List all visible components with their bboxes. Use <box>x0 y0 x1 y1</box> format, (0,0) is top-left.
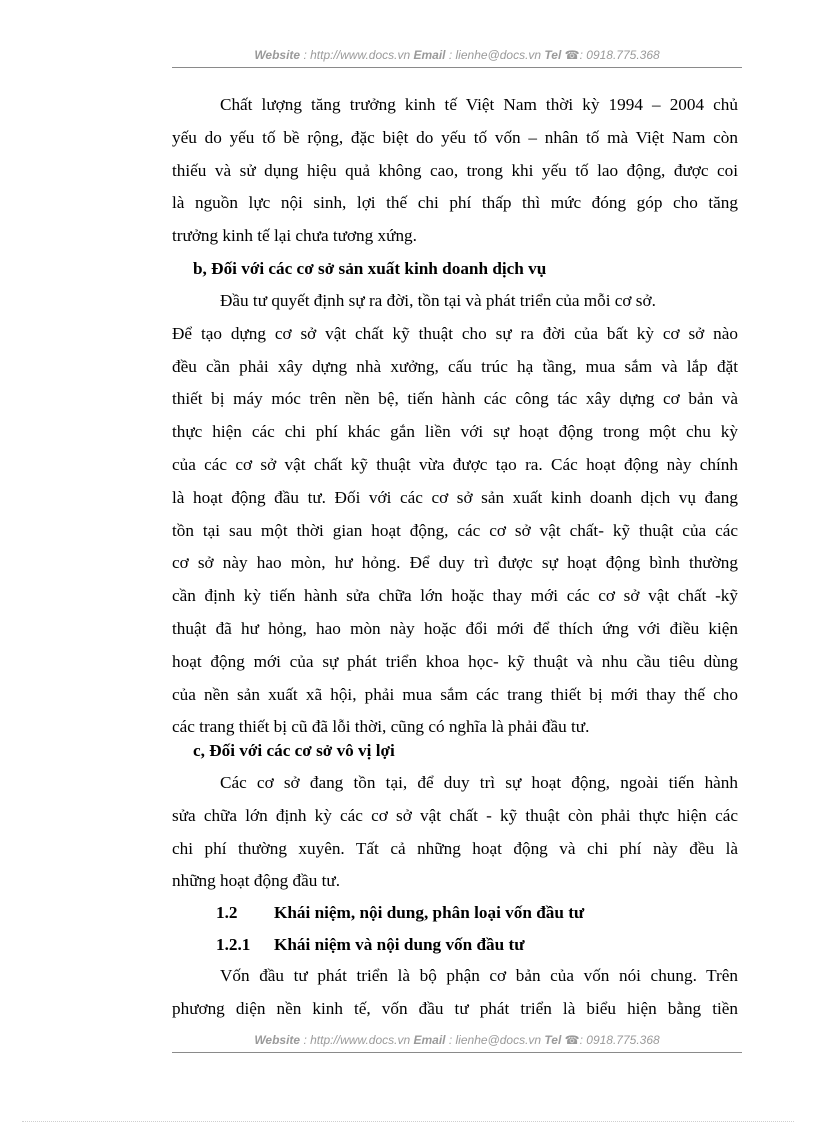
text-line: sửa chữa lớn định kỳ các cơ sở vật chất - kỹ thuật còn phải thực hiện các <box>172 805 738 825</box>
heading-b: b, Đối với các cơ sở sản xuất kinh doanh dịch vụ <box>193 259 547 278</box>
header-tel-value: ☎: 0918.775.368 <box>561 48 660 62</box>
section-number: 1.2 <box>216 903 238 922</box>
text-line: chi phí thường xuyên. Tất cả những hoạt động và chi phí này đều là <box>172 838 738 858</box>
text-line: thực hiện các chi phí khác gắn liền với sự hoạt động trong một chu kỳ <box>172 422 738 442</box>
text-line: Đầu tư quyết định sự ra đời, tồn tại và phát triển của mỗi cơ sở. <box>220 291 656 310</box>
header-tel-label: Tel <box>544 48 562 62</box>
text-line: Vốn đầu tư phát triển là bộ phận cơ bản của vốn nói chung. Trên <box>220 966 738 985</box>
heading-section-1-2 <box>216 897 584 929</box>
footer-email-link[interactable]: : lienhe@docs.vn <box>445 1033 545 1047</box>
header-email-link[interactable]: : lienhe@docs.vn <box>445 48 545 62</box>
heading-c: c, Đối với các cơ sở vô vị lợi <box>193 741 395 760</box>
page-header <box>172 46 742 68</box>
text-line: trưởng kinh tế lại chưa tương xứng. <box>172 226 417 246</box>
heading-section-1-2-1 <box>216 929 525 961</box>
section-title: Khái niệm, nội dung, phân loại vốn đầu tư <box>274 903 585 922</box>
text-line: tồn tại sau một thời gian hoạt động, các cơ sở vật chất- kỹ thuật của các <box>172 520 738 540</box>
header-website-label: Website <box>254 48 301 62</box>
footer-website-label: Website <box>254 1033 301 1047</box>
section-number: 1.2.1 <box>216 935 251 954</box>
text-line: yếu do yếu tố bề rộng, đặc biệt do yếu tố vốn – nhân tố mà Việt Nam còn <box>172 127 738 147</box>
header-email-label: Email <box>413 48 446 62</box>
text-line: Các cơ sở đang tồn tại, để duy trì sự hoạt động, ngoài tiến hành <box>220 773 738 792</box>
text-line: đều cần phải xây dựng nhà xưởng, cấu trúc hạ tầng, mua sắm và lắp đặt <box>172 356 738 376</box>
header-contact-line <box>172 48 742 62</box>
paragraph-investment-capital <box>172 960 738 1026</box>
footer-tel-value: ☎: 0918.775.368 <box>561 1033 660 1047</box>
text-line: những hoạt động đầu tư. <box>172 871 341 891</box>
footer-contact-line <box>172 1033 742 1047</box>
text-line: các trang thiết bị cũ đã lỗi thời, cũng có nghĩa là phải đầu tư. <box>172 717 590 737</box>
text-line: cơ sở này hao mòn, hư hỏng. Để duy trì được sự hoạt động bình thường <box>172 553 738 573</box>
text-line: cần định kỳ tiến hành sửa chữa lớn hoặc thay mới các cơ sở vật chất -kỹ <box>172 586 738 606</box>
text-line: thuật đã hư hỏng, hao mòn này hoặc đổi mới để thích ứng với điều kiện <box>172 618 738 638</box>
footer-website-link[interactable]: : http://www.docs.vn <box>300 1033 414 1047</box>
text-line: thiếu và sử dụng hiệu quả không cao, trong khi yếu tố lao động, được coi <box>172 160 738 180</box>
paragraph-growth-quality <box>172 89 738 253</box>
text-line: Để tạo dựng cơ sở vật chất kỹ thuật cho sự ra đời của bất kỳ cơ sở nào <box>172 323 738 343</box>
header-rule <box>172 67 742 68</box>
page-edge-divider <box>22 1121 794 1122</box>
text-line: của nền sản xuất xã hội, phải mua sắm các trang thiết bị mới thay thế cho <box>172 684 738 704</box>
footer-rule <box>172 1052 742 1053</box>
text-line: của các cơ sở vật chất kỹ thuật vừa được tạo ra. Các hoạt động này chính <box>172 454 738 474</box>
text-line: thiết bị máy móc trên nền bệ, tiến hành các công tác xây dựng cơ bản và <box>172 389 738 409</box>
footer-tel-label: Tel <box>544 1033 562 1047</box>
footer-email-label: Email <box>413 1033 446 1047</box>
paragraph-nonprofit <box>172 767 738 898</box>
page-footer <box>172 1031 742 1053</box>
header-website-link[interactable]: : http://www.docs.vn <box>300 48 414 62</box>
paragraph-business-facilities <box>172 285 738 744</box>
text-line: phương diện nền kinh tế, vốn đầu tư phát triển là biểu hiện bằng tiền <box>172 998 738 1018</box>
text-line: Chất lượng tăng trưởng kinh tế Việt Nam thời kỳ 1994 – 2004 chủ <box>220 95 738 114</box>
text-line: là hoạt động đầu tư. Đối với các cơ sở sản xuất kinh doanh dịch vụ đang <box>172 487 738 507</box>
section-title: Khái niệm và nội dung vốn đầu tư <box>274 935 525 954</box>
text-line: hoạt động mới của sự phát triển khoa học- kỹ thuật và nhu cầu tiêu dùng <box>172 651 738 671</box>
text-line: là nguồn lực nội sinh, lợi thế chi phí thấp thì mức đóng góp cho tăng <box>172 193 738 213</box>
